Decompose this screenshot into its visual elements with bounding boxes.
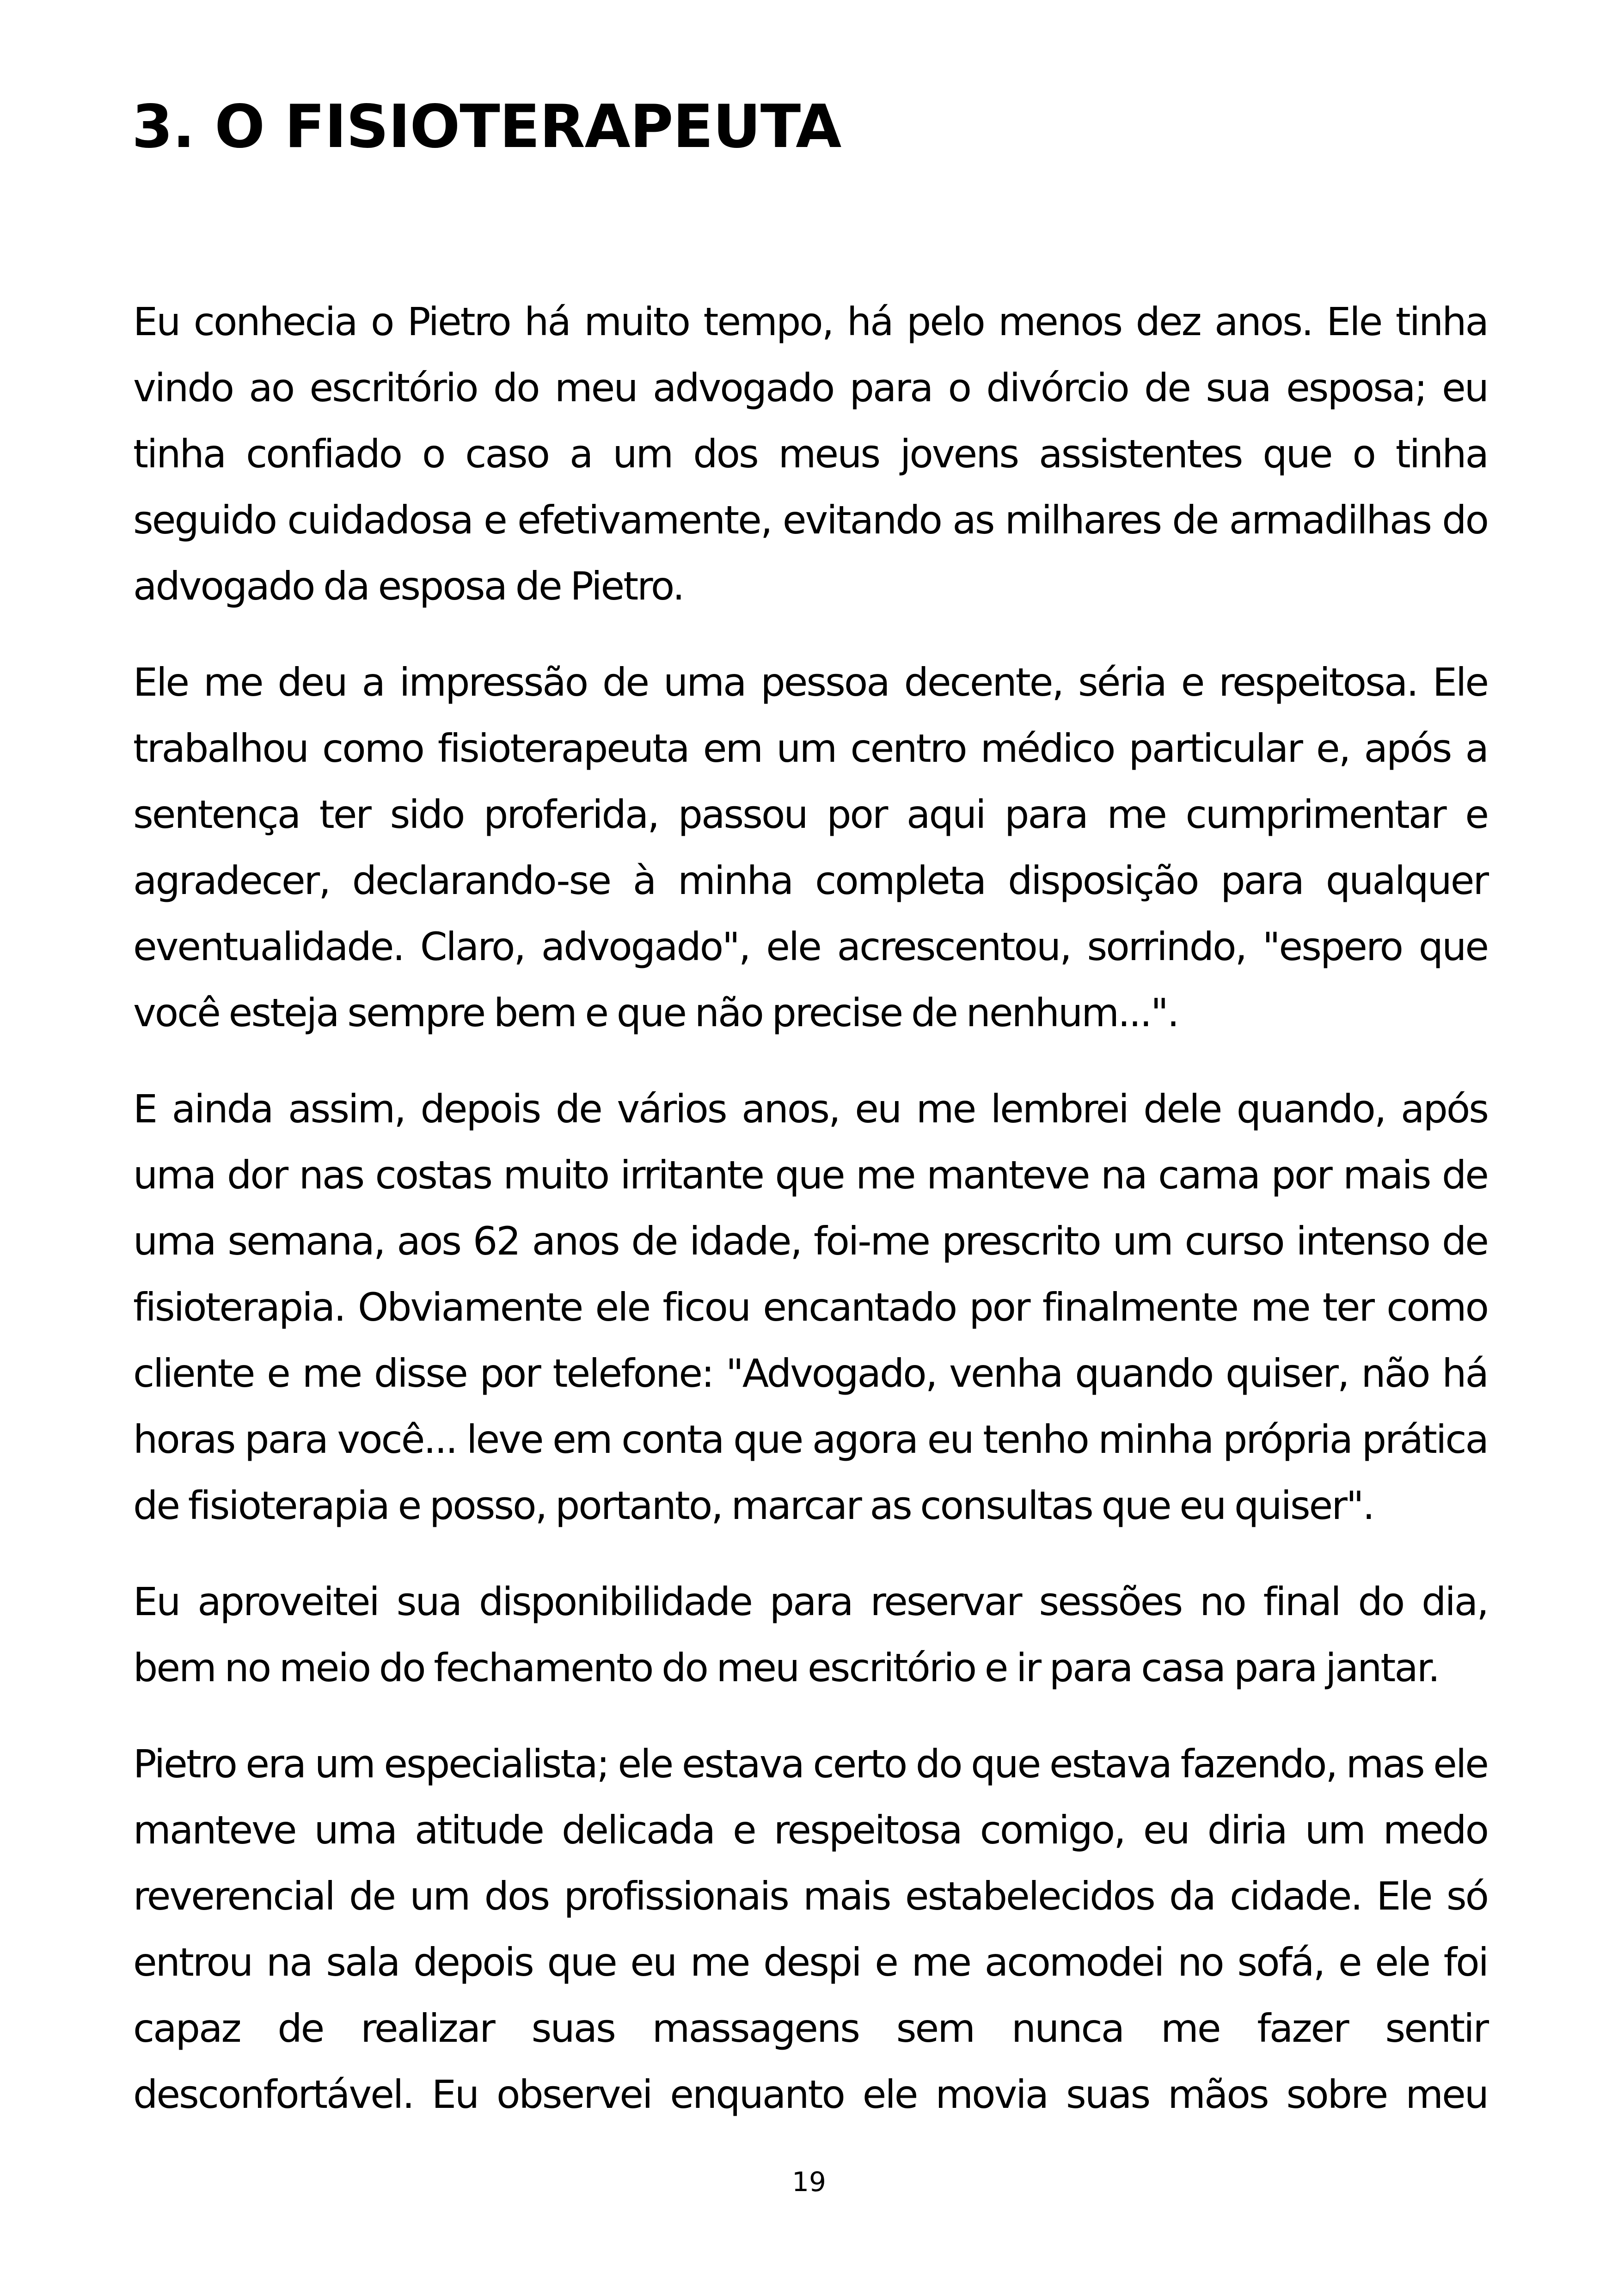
page-number: 19 (792, 2166, 826, 2198)
paragraph: Ele me deu a impressão de uma pessoa decente, séria e respeitosa. Ele trabalhou como fisioterapeuta em um centro médico particular e, após a sentença ter sido proferida, passou por aqui para me cumprimentar e agradecer, declarando-se à minha completa disposição para qualquer eventualidade. Claro, advogado", ele acrescentou, sorrindo, "espero que você esteja sempre bem e que não precise de nenhum...". (133, 660, 1488, 1035)
chapter-body (133, 289, 1488, 2128)
paragraph: E ainda assim, depois de vários anos, eu me lembrei dele quando, após uma dor nas costas muito irritante que me manteve na cama por mais de uma semana, aos 62 anos de idade, foi-me prescrito um curso intenso de fisioterapia. Obviamente ele ficou encantado por finalmente me ter como cliente e me disse por telefone: "Advogado, venha quando quiser, não há horas para você... leve em conta que agora eu tenho minha própria prática de fisioterapia e posso, portanto, marcar as consultas que eu quiser". (133, 1086, 1488, 1528)
paragraph: Eu aproveitei sua disponibilidade para reservar sessões no final do dia, bem no meio do fechamento do meu escritório e ir para casa para jantar. (133, 1579, 1488, 1690)
paragraph: Pietro era um especialista; ele estava certo do que estava fazendo, mas ele manteve uma atitude delicada e respeitosa comigo, eu diria um medo reverencial de um dos profissionais mais estabelecidos da cidade. Ele só entrou na sala depois que eu me despi e me acomodei no sofá, e ele foi capaz de realizar suas massagens sem nunca me fazer sentir desconfortável. Eu observei enquanto ele movia suas mãos sobre meu (133, 1741, 1488, 2117)
paragraph: Eu conhecia o Pietro há muito tempo, há pelo menos dez anos. Ele tinha vindo ao escritório do meu advogado para o divórcio de sua esposa; eu tinha confiado o caso a um dos meus jovens assistentes que o tinha seguido cuidadosa e efetivamente, evitando as milhares de armadilhas do advogado da esposa de Pietro. (133, 299, 1488, 609)
chapter-title: 3. O FISIOTERAPEUTA (132, 92, 841, 161)
